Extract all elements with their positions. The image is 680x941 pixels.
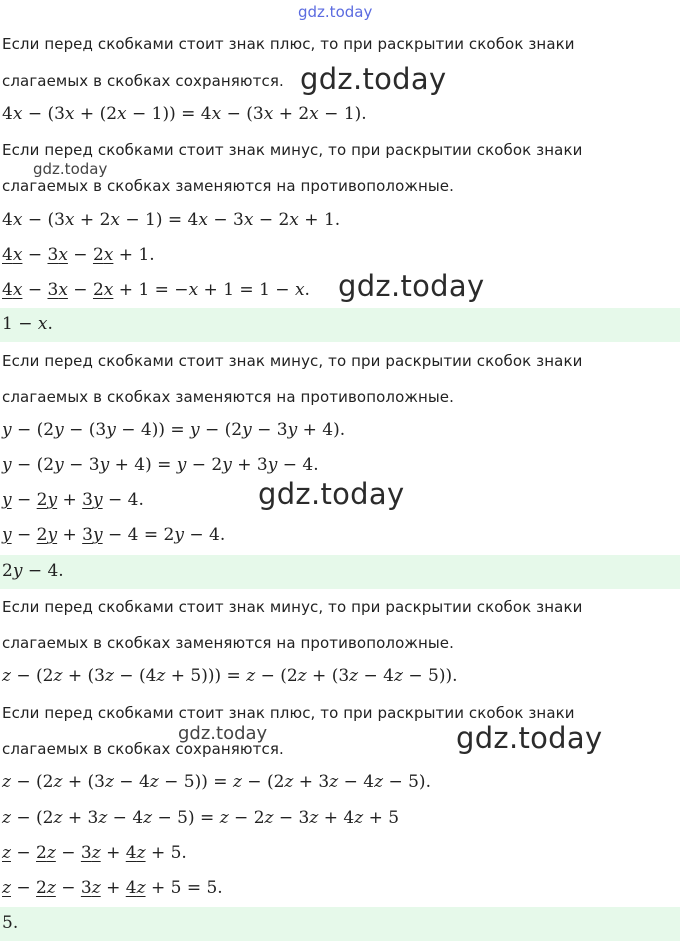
watermark-small: gdz.today [178, 723, 268, 744]
watermark: gdz.today [258, 477, 405, 511]
math-line: z − 2z − 3z + 4z + 5. [2, 843, 187, 863]
answer-text: 2y − 4. [2, 561, 64, 581]
rule-text: слагаемых в скобках сохраняются. [2, 740, 284, 758]
math-line: z − 2z − 3z + 4z + 5 = 5. [2, 878, 223, 898]
math-line: y − (2y − (3y − 4)) = y − (2y − 3y + 4). [2, 420, 346, 440]
watermark: gdz.today [338, 269, 485, 303]
watermark-top: gdz.today [298, 3, 373, 21]
math-line: 4x − 3x − 2x + 1 = −x + 1 = 1 − x. [2, 280, 310, 300]
watermark-small: gdz.today [33, 160, 108, 178]
rule-text: слагаемых в скобках заменяются на противоположные. [2, 177, 455, 195]
math-line: z − (2z + (3z − (4z + 5))) = z − (2z + (3z − 4z − 5)). [2, 666, 458, 686]
answer-box [0, 555, 680, 589]
rule-text: Если перед скобками стоит знак минус, то при раскрытии скобок знаки [2, 141, 583, 159]
answer-box [0, 308, 680, 342]
watermark: gdz.today [300, 62, 447, 96]
math-line: y − 2y + 3y − 4 = 2y − 4. [2, 525, 226, 545]
math-line: y − 2y + 3y − 4. [2, 490, 144, 510]
math-line: y − (2y − 3y + 4) = y − 2y + 3y − 4. [2, 455, 319, 475]
answer-text: 5. [2, 913, 19, 933]
watermark: gdz.today [456, 721, 603, 755]
rule-text: слагаемых в скобках заменяются на противоположные. [2, 388, 455, 406]
rule-text: слагаемых в скобках заменяются на противоположные. [2, 634, 455, 652]
rule-text: Если перед скобками стоит знак плюс, то при раскрытии скобок знаки [2, 35, 575, 53]
rule-text: Если перед скобками стоит знак минус, то при раскрытии скобок знаки [2, 598, 583, 616]
math-line: 4x − 3x − 2x + 1. [2, 245, 155, 265]
math-line: z − (2z + (3z − 4z − 5)) = z − (2z + 3z − 4z − 5). [2, 772, 431, 792]
math-line: 4x − (3x + (2x − 1)) = 4x − (3x + 2x − 1). [2, 104, 367, 124]
rule-text: Если перед скобками стоит знак минус, то при раскрытии скобок знаки [2, 352, 583, 370]
answer-box [0, 907, 680, 941]
math-line: z − (2z + 3z − 4z − 5) = z − 2z − 3z + 4z + 5 [2, 808, 400, 828]
rule-text: слагаемых в скобках сохраняются. [2, 72, 284, 90]
math-line: 4x − (3x + 2x − 1) = 4x − 3x − 2x + 1. [2, 210, 341, 230]
answer-text: 1 − x. [2, 314, 53, 334]
rule-text: Если перед скобками стоит знак плюс, то при раскрытии скобок знаки [2, 704, 575, 722]
